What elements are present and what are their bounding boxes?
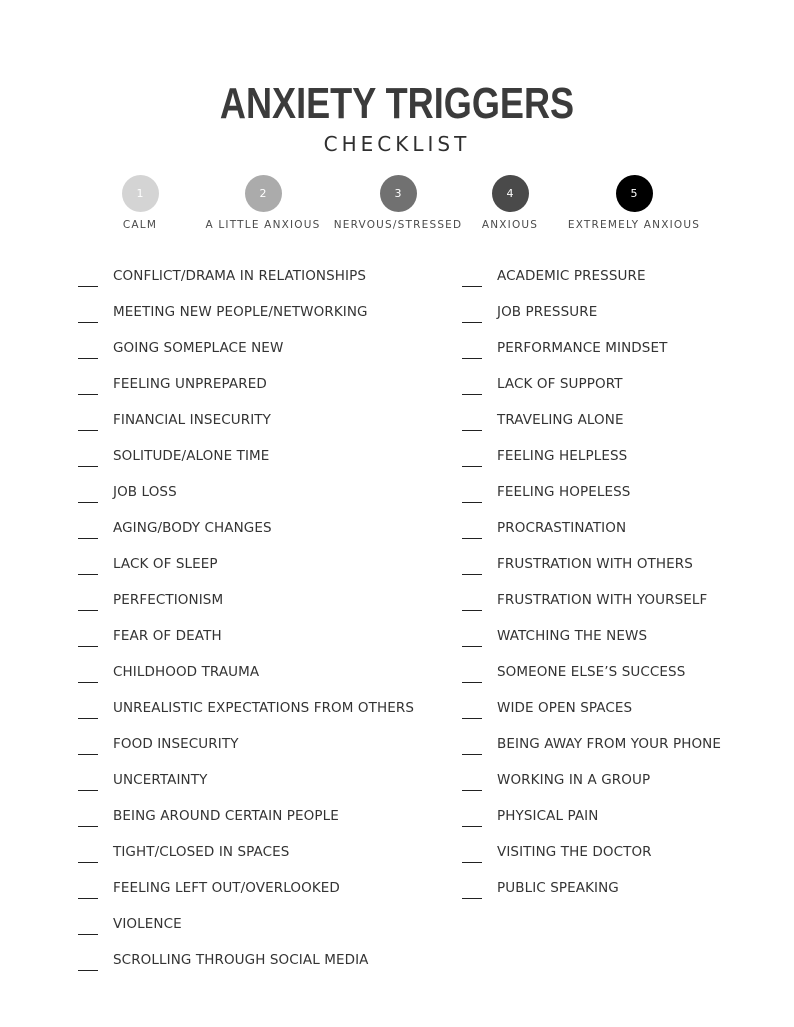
page-subtitle: CHECKLIST [323,132,471,156]
checkbox-blank-line[interactable] [78,826,98,827]
checklist-item-label: PUBLIC SPEAKING [497,880,619,896]
scale-label-2: A LITTLE ANXIOUS [205,219,321,231]
scale-level-2 [188,175,338,231]
checkbox-blank-line[interactable] [78,538,98,539]
checkbox-blank-line[interactable] [78,862,98,863]
checkbox-blank-line[interactable] [462,358,482,359]
checklist-item-label: WATCHING THE NEWS [497,628,648,644]
checklist-item-label: FRUSTRATION WITH YOURSELF [497,592,708,608]
checkbox-blank-line[interactable] [78,430,98,431]
checkbox-blank-line[interactable] [78,898,98,899]
scale-label-4: ANXIOUS [481,219,539,231]
checkbox-blank-line[interactable] [462,286,482,287]
checkbox-blank-line[interactable] [78,394,98,395]
scale-circle-1: 1 [122,175,159,212]
scale-label-5: EXTREMELY ANXIOUS [567,219,701,231]
scale-label-3: NERVOUS/STRESSED [333,219,463,231]
checklist-item-label: SOMEONE ELSE’S SUCCESS [497,664,686,680]
checklist-item-label: LACK OF SUPPORT [497,376,623,392]
scale-label-1: CALM [122,219,158,231]
scale-level-5 [559,175,709,231]
checklist-item-label: LACK OF SLEEP [113,556,218,572]
checkbox-blank-line[interactable] [78,646,98,647]
checklist-item-label: FINANCIAL INSECURITY [113,412,271,428]
checkbox-blank-line[interactable] [462,646,482,647]
checklist-item-label: VIOLENCE [113,916,182,932]
checklist-item-label: FRUSTRATION WITH OTHERS [497,556,693,572]
checklist-item-label: FEELING HOPELESS [497,484,631,500]
checklist-item-label: PERFORMANCE MINDSET [497,340,668,356]
checklist-item-label: FEELING HELPLESS [497,448,628,464]
checkbox-blank-line[interactable] [78,466,98,467]
checkbox-blank-line[interactable] [78,610,98,611]
checklist-item-label: TIGHT/CLOSED IN SPACES [113,844,290,860]
checkbox-blank-line[interactable] [78,682,98,683]
checklist-item-label: AGING/BODY CHANGES [113,520,272,536]
checkbox-blank-line[interactable] [462,754,482,755]
scale-circle-3: 3 [380,175,417,212]
checkbox-blank-line[interactable] [462,862,482,863]
checkbox-blank-line[interactable] [78,574,98,575]
checkbox-blank-line[interactable] [462,322,482,323]
checkbox-blank-line[interactable] [78,934,98,935]
checkbox-blank-line[interactable] [78,718,98,719]
page-title: ANXIETY TRIGGERS [219,79,575,128]
checkbox-blank-line[interactable] [462,610,482,611]
checklist-item-label: SCROLLING THROUGH SOCIAL MEDIA [113,952,369,968]
checkbox-blank-line[interactable] [78,970,98,971]
checkbox-blank-line[interactable] [78,358,98,359]
checklist-item-label: MEETING NEW PEOPLE/NETWORKING [113,304,368,320]
scale-circle-4: 4 [492,175,529,212]
checkbox-blank-line[interactable] [462,466,482,467]
checkbox-blank-line[interactable] [78,322,98,323]
checklist-item-label: PHYSICAL PAIN [497,808,599,824]
checklist-item-label: WIDE OPEN SPACES [497,700,633,716]
scale-circle-5: 5 [616,175,653,212]
checklist-item-label: SOLITUDE/ALONE TIME [113,448,270,464]
checklist-item-label: PROCRASTINATION [497,520,627,536]
checklist-item-label: FEELING LEFT OUT/OVERLOOKED [113,880,340,896]
checklist-item-label: PERFECTIONISM [113,592,224,608]
checkbox-blank-line[interactable] [462,682,482,683]
checklist-item-label: FEAR OF DEATH [113,628,222,644]
checklist-item-label: JOB PRESSURE [497,304,598,320]
checkbox-blank-line[interactable] [78,502,98,503]
checkbox-blank-line[interactable] [462,430,482,431]
checkbox-blank-line[interactable] [462,790,482,791]
checkbox-blank-line[interactable] [462,574,482,575]
checkbox-blank-line[interactable] [462,898,482,899]
checklist-item-label: UNCERTAINTY [113,772,208,788]
checklist-item-label: UNREALISTIC EXPECTATIONS FROM OTHERS [113,700,415,716]
checkbox-blank-line[interactable] [462,502,482,503]
checkbox-blank-line[interactable] [78,790,98,791]
checkbox-blank-line[interactable] [78,754,98,755]
checklist-item-label: VISITING THE DOCTOR [497,844,652,860]
checklist-item-label: ACADEMIC PRESSURE [497,268,646,284]
checklist-item-label: JOB LOSS [113,484,177,500]
checklist-item-label: TRAVELING ALONE [497,412,624,428]
checkbox-blank-line[interactable] [462,538,482,539]
scale-circle-2: 2 [245,175,282,212]
checkbox-blank-line[interactable] [78,286,98,287]
checkbox-blank-line[interactable] [462,394,482,395]
checklist-item-label: CONFLICT/DRAMA IN RELATIONSHIPS [113,268,367,284]
checklist-item-label: FEELING UNPREPARED [113,376,267,392]
checklist-item-label: WORKING IN A GROUP [497,772,651,788]
checklist-item-label: CHILDHOOD TRAUMA [113,664,260,680]
checkbox-blank-line[interactable] [462,826,482,827]
checklist-item-label: BEING AROUND CERTAIN PEOPLE [113,808,339,824]
checkbox-blank-line[interactable] [462,718,482,719]
checklist-item-label: BEING AWAY FROM YOUR PHONE [497,736,721,752]
checklist-item-label: FOOD INSECURITY [113,736,239,752]
checklist-item-label: GOING SOMEPLACE NEW [113,340,284,356]
